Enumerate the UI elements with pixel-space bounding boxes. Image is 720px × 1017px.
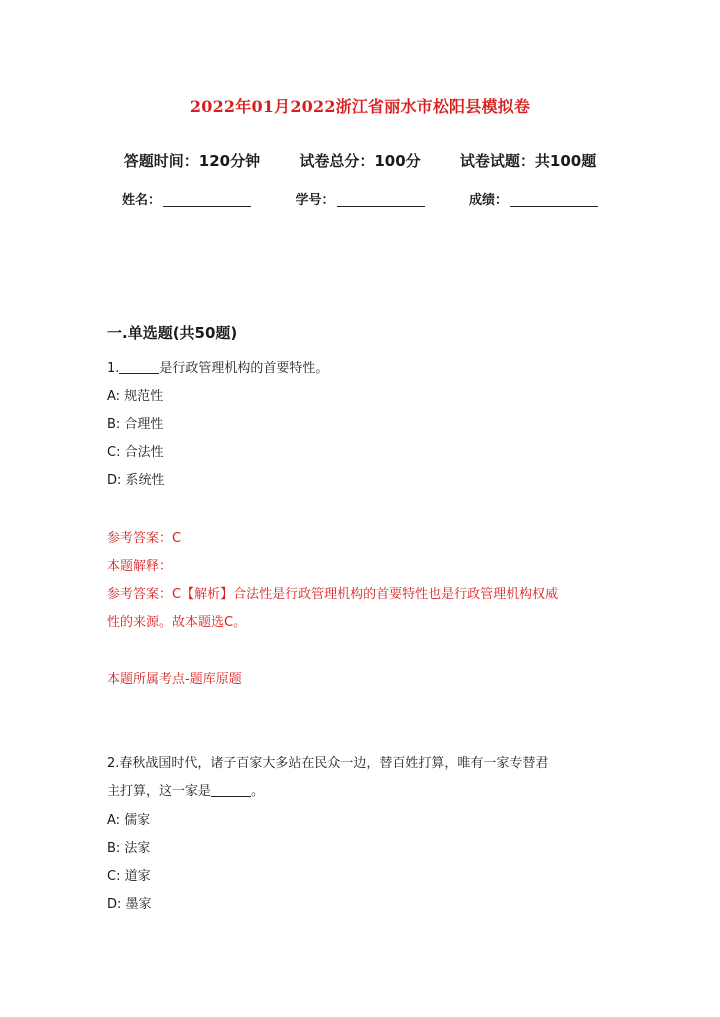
question-1-text: 是行政管理机构的首要特性。 xyxy=(159,361,329,376)
question-1-option-c: C: 合法性 xyxy=(107,445,164,460)
exam-title: 2022年01月2022浙江省丽水市松阳县模拟卷 xyxy=(189,97,531,116)
name-field xyxy=(122,189,251,208)
exam-meta xyxy=(0,150,720,171)
question-1-blank xyxy=(119,360,159,374)
question-2-option-c: C: 道家 xyxy=(107,869,151,884)
question-2-text-pre: 主打算，这一家是 xyxy=(107,784,212,799)
question-2-stem-line-2 xyxy=(107,780,264,799)
question-1-number: 1. xyxy=(107,361,120,376)
question-1-option-b: B: 合理性 xyxy=(107,417,164,432)
name-blank xyxy=(163,192,251,207)
question-2-blank xyxy=(211,783,251,797)
question-1-option-d: D: 系统性 xyxy=(107,473,165,488)
student-id-label: 学号： xyxy=(295,193,335,208)
question-1-option-a: A: 规范性 xyxy=(107,389,164,404)
question-1-source: 本题所属考点-题库原题 xyxy=(107,672,242,687)
section-title: 一.单选题(共50题) xyxy=(107,324,238,342)
student-info xyxy=(0,189,720,208)
question-1-explain-label: 本题解释： xyxy=(107,559,173,574)
grade-field xyxy=(469,189,598,208)
question-2-text-post: 。 xyxy=(251,784,265,799)
exam-time: 答题时间：120分钟 xyxy=(123,152,261,170)
student-id-field xyxy=(295,189,424,208)
exam-question-count: 试卷试题：共100题 xyxy=(459,152,597,170)
question-2-option-a: A: 儒家 xyxy=(107,813,151,828)
question-1-explanation-line-1: 参考答案：C【解析】合法性是行政管理机构的首要特性也是行政管理机构权威 xyxy=(107,587,559,602)
question-1-answer: 参考答案：C xyxy=(107,531,182,546)
exam-total-score: 试卷总分：100分 xyxy=(299,152,421,170)
question-1-explanation-line-2: 性的来源。故本题选C。 xyxy=(107,615,247,630)
student-id-blank xyxy=(337,192,425,207)
question-2-option-b: B: 法家 xyxy=(107,841,151,856)
name-label: 姓名： xyxy=(121,193,161,208)
question-1-stem xyxy=(107,357,328,376)
grade-blank xyxy=(510,192,598,207)
question-2-option-d: D: 墨家 xyxy=(107,897,152,912)
question-2-stem-line-1: 2.春秋战国时代，诸子百家大多站在民众一边，替百姓打算，唯有一家专替君 xyxy=(107,756,549,771)
grade-label: 成绩： xyxy=(469,193,509,208)
